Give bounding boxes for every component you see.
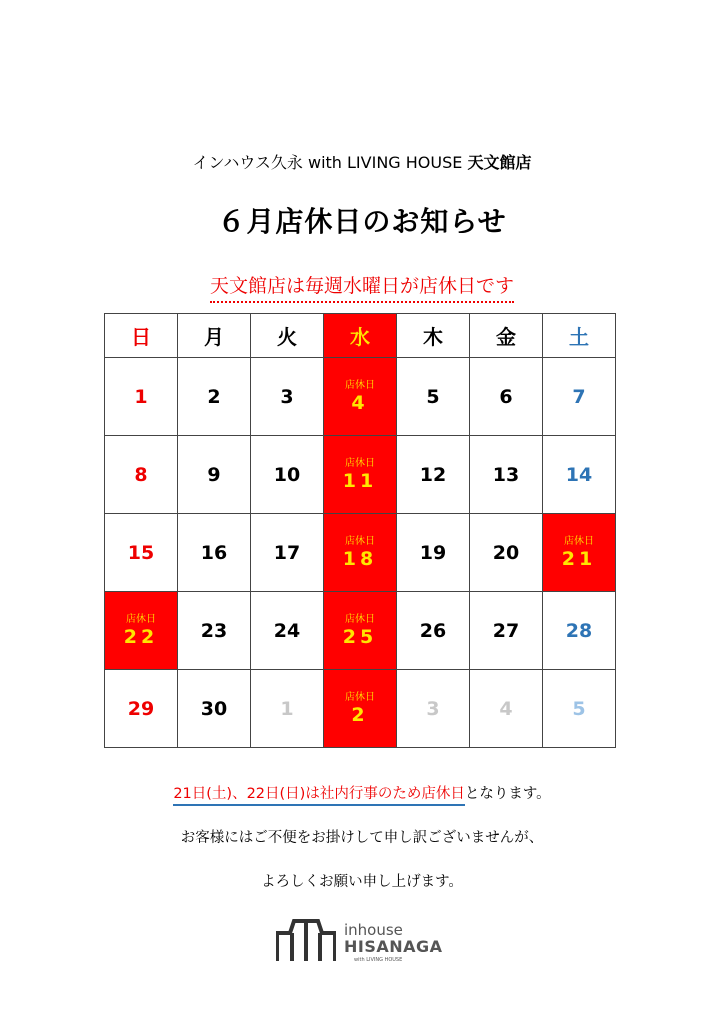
closed-day-cell xyxy=(105,592,178,670)
day-cell: 7 xyxy=(543,358,616,436)
closed-label: 店休日 xyxy=(126,613,156,625)
weekday-sun: 日 xyxy=(105,314,178,358)
closed-day-number: 2 xyxy=(351,703,369,726)
logo-inhouse: inhouse xyxy=(344,921,403,939)
house-frame-icon xyxy=(272,915,340,963)
next-month-day-cell: 5 xyxy=(543,670,616,748)
day-cell: 16 xyxy=(178,514,251,592)
closed-label: 店休日 xyxy=(345,457,375,469)
closed-day-cell xyxy=(324,358,397,436)
next-month-day-cell: 3 xyxy=(397,670,470,748)
weekday-thu: 木 xyxy=(397,314,470,358)
closed-day-cell xyxy=(324,670,397,748)
closed-label: 店休日 xyxy=(564,535,594,547)
day-cell: 9 xyxy=(178,436,251,514)
day-cell: 26 xyxy=(397,592,470,670)
closed-day-cell xyxy=(543,514,616,592)
closed-day-cell xyxy=(324,436,397,514)
special-closure-rest: となります。 xyxy=(464,786,551,802)
day-cell: 10 xyxy=(251,436,324,514)
day-cell: 17 xyxy=(251,514,324,592)
shop-name: インハウス久永 with LIVING HOUSE xyxy=(192,153,463,172)
closed-day-number: 21 xyxy=(561,547,597,570)
day-cell: 24 xyxy=(251,592,324,670)
day-cell: 27 xyxy=(470,592,543,670)
page-title: ６月店休日のお知らせ xyxy=(217,205,507,238)
week-row xyxy=(105,358,616,436)
weekday-mon: 月 xyxy=(178,314,251,358)
day-cell: 15 xyxy=(105,514,178,592)
weekly-closed-notice xyxy=(0,271,724,298)
logo-with-living-house: with LIVING HOUSE xyxy=(354,957,403,963)
day-cell: 6 xyxy=(470,358,543,436)
weekday-tue: 火 xyxy=(251,314,324,358)
closed-day-number: 11 xyxy=(342,469,378,492)
day-cell: 2 xyxy=(178,358,251,436)
apology-text: お客様にはご不便をお掛けして申し訳ございませんが、 xyxy=(180,830,544,846)
weekday-wed: 水 xyxy=(324,314,397,358)
notice-text: 天文館店は毎週水曜日が店休日です xyxy=(210,275,514,303)
day-cell: 3 xyxy=(251,358,324,436)
closed-day-cell xyxy=(324,592,397,670)
day-cell: 19 xyxy=(397,514,470,592)
special-closure-note xyxy=(0,782,724,803)
week-row xyxy=(105,514,616,592)
day-cell: 28 xyxy=(543,592,616,670)
day-cell: 14 xyxy=(543,436,616,514)
closed-label: 店休日 xyxy=(345,691,375,703)
closed-day-cell xyxy=(324,514,397,592)
store-name: 天文館店 xyxy=(467,153,532,172)
closed-label: 店休日 xyxy=(345,535,375,547)
next-month-day-cell: 1 xyxy=(251,670,324,748)
special-closure-highlight: 21日(土)、22日(日)は社内行事のため店休日 xyxy=(173,786,465,806)
closed-day-number: 4 xyxy=(351,391,369,414)
day-cell: 30 xyxy=(178,670,251,748)
day-cell: 12 xyxy=(397,436,470,514)
closed-label: 店休日 xyxy=(345,613,375,625)
weekday-fri: 金 xyxy=(470,314,543,358)
day-cell: 5 xyxy=(397,358,470,436)
week-row xyxy=(105,670,616,748)
day-cell: 1 xyxy=(105,358,178,436)
closed-label: 店休日 xyxy=(345,379,375,391)
company-logo xyxy=(272,915,472,965)
closing-text: よろしくお願い申し上げます。 xyxy=(261,874,463,890)
weekday-header-row xyxy=(105,314,616,358)
closed-day-number: 25 xyxy=(342,625,378,648)
day-cell: 23 xyxy=(178,592,251,670)
weekday-sat: 土 xyxy=(543,314,616,358)
day-cell: 20 xyxy=(470,514,543,592)
day-cell: 13 xyxy=(470,436,543,514)
day-cell: 29 xyxy=(105,670,178,748)
closed-day-number: 18 xyxy=(342,547,378,570)
shop-header xyxy=(0,150,724,173)
june-calendar xyxy=(104,313,616,748)
week-row xyxy=(105,592,616,670)
week-row xyxy=(105,436,616,514)
next-month-day-cell: 4 xyxy=(470,670,543,748)
closed-day-number: 22 xyxy=(123,625,159,648)
logo-hisanaga: HISANAGA xyxy=(344,937,443,956)
day-cell: 8 xyxy=(105,436,178,514)
